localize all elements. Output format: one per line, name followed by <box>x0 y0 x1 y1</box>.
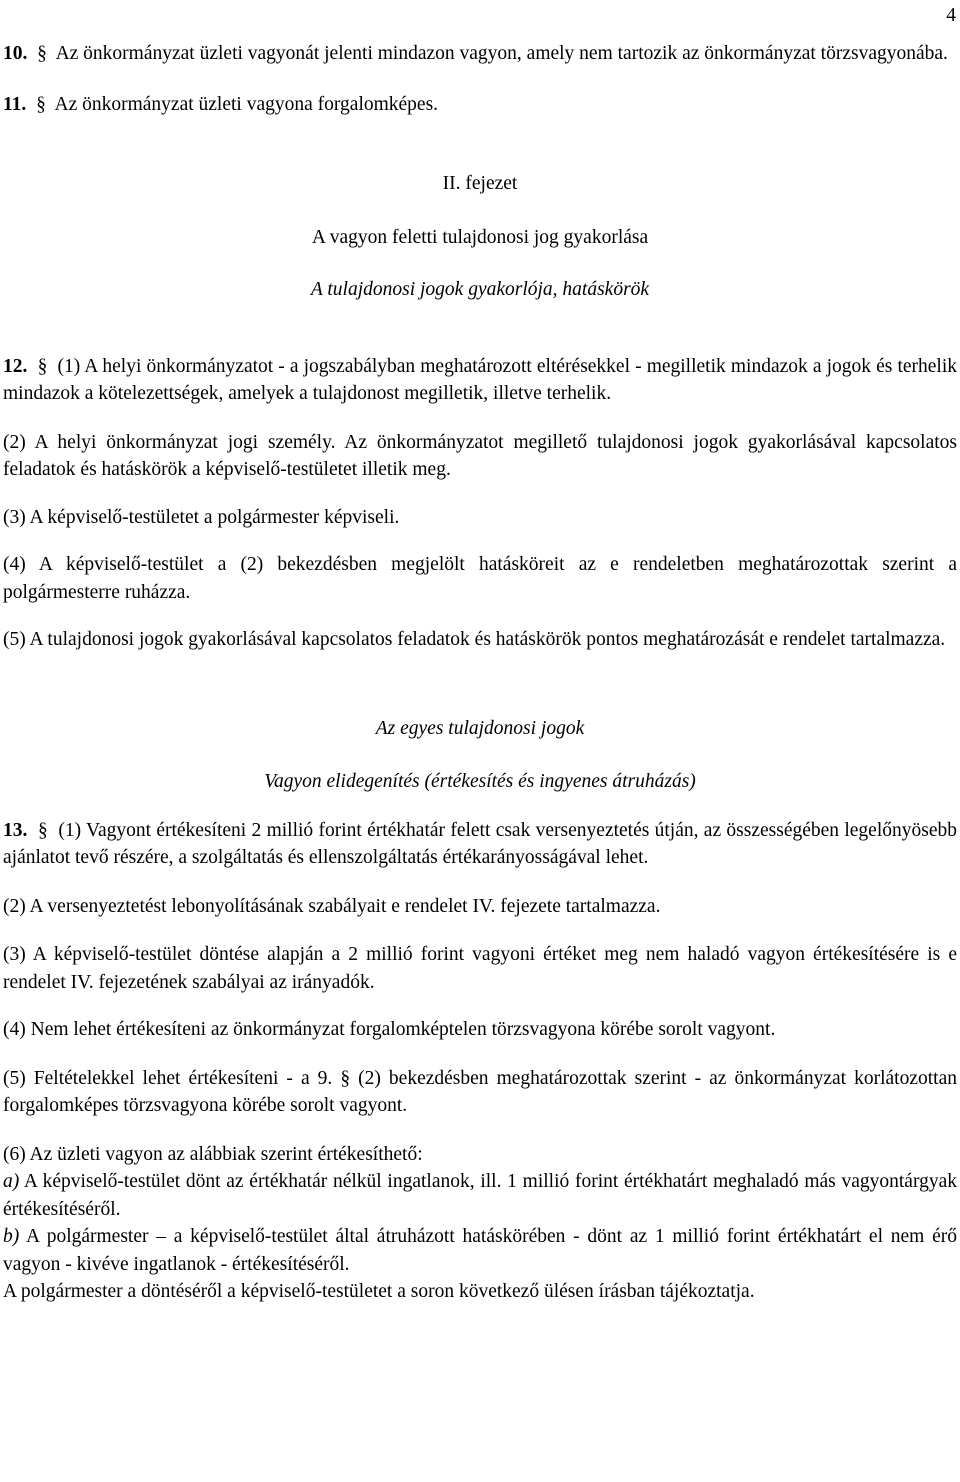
section-12-paragraph-5: (5) A tulajdonosi jogok gyakorlásával kapcsolatos feladatok és hatáskörök pontos meghatározását e rendelet tartalmazza. <box>3 629 946 650</box>
section-text: Az önkormányzat üzleti vagyonát jelenti mindazon vagyon, amely nem tartozik az önkormányzat törzsvagyonába. <box>55 43 948 64</box>
page-number: 4 <box>946 5 956 26</box>
section-sign: § <box>36 93 46 115</box>
paragraph-text: (1) A helyi önkormányzatot - a jogszabályban meghatározott eltérésekkel - megilletik mindazok a jogok és terhelik mindazok a kötelezettségek, amelyek a tulajdonost megilletik, illetve terhelik. <box>3 355 958 404</box>
section-13-paragraph-1 <box>3 817 957 872</box>
closing-sentence: A polgármester a döntéséről a képviselő-testületet a soron következő ülésen írásban tájékoztatja. <box>3 1281 755 1302</box>
section-number: 11. <box>3 93 27 115</box>
chapter-label: II. fejezet <box>442 173 518 194</box>
list-label: a) <box>3 1171 20 1192</box>
section-number: 12. <box>3 355 28 377</box>
section-12-paragraph-4: (4) A képviselő-testület a (2) bekezdésben megjelölt hatásköreit az e rendeletben meghatározottak szerint a polgármesterre ruházza. <box>3 554 957 603</box>
section-sign: § <box>37 43 47 64</box>
list-item-a <box>3 1168 957 1223</box>
list-label: b) <box>3 1226 20 1247</box>
section-sign: § <box>37 819 48 841</box>
section-text: Az önkormányzat üzleti vagyona forgalomképes. <box>54 93 439 115</box>
section-number: 10. <box>3 43 28 64</box>
section-12-paragraph-2: (2) A helyi önkormányzat jogi személy. Az önkormányzatot megillető tulajdonosi jogok gyakorlásával kapcsolatos feladatok és hatáskörök a képviselő-testületet illetik meg. <box>3 431 957 480</box>
heading-tulajdonosi-jogok: Az egyes tulajdonosi jogok <box>375 717 585 739</box>
list-item-b <box>3 1223 957 1278</box>
list-text: A képviselő-testület dönt az értékhatár nélkül ingatlanok, ill. 1 millió forint értékhatárt meghaladó más vagyontárgyak értékesítéséről. <box>3 1171 957 1220</box>
section-number: 13. <box>3 819 28 841</box>
section-13-paragraph-2: (2) A versenyeztetést lebonyolításának szabályait e rendelet IV. fejezete tartalmazza. <box>3 895 661 917</box>
section-sign: § <box>37 355 48 377</box>
paragraph-text: (1) Vagyont értékesíteni 2 millió forint értékhatár felett csak versenyeztetés útján, az összességében legelőnyösebb ajánlatot tevő részére, a szolgáltatás és ellenszolgáltatás értékarányosságával lehet. <box>3 819 957 868</box>
section-13-paragraph-6: (6) Az üzleti vagyon az alábbiak szerint értékesíthető: <box>3 1143 423 1165</box>
section-12-paragraph-1 <box>3 353 957 408</box>
section-11 <box>3 91 957 119</box>
section-12-paragraph-3: (3) A képviselő-testületet a polgármester képviseli. <box>3 506 400 528</box>
section-13-paragraph-3: (3) A képviselő-testület döntése alapján a 2 millió forint vagyoni értéket meg nem haladó vagyon értékesítésére is e rendelet IV. fejezetének szabályai az irányadók. <box>3 944 957 993</box>
section-10 <box>3 40 957 68</box>
chapter-title: A vagyon feletti tulajdonosi jog gyakorlása <box>311 226 649 248</box>
section-13-paragraph-5: (5) Feltételekkel lehet értékesíteni - a 9. § (2) bekezdésben meghatározottak szerint - az önkormányzat korlátozottan forgalomképes törzsvagyona körébe sorolt vagyont. <box>3 1067 957 1116</box>
chapter-subtitle: A tulajdonosi jogok gyakorlója, hatáskörök <box>310 279 650 300</box>
document-body <box>3 0 957 1306</box>
heading-vagyon-elidegenites: Vagyon elidegenítés (értékesítés és ingyenes átruházás) <box>264 771 696 792</box>
section-13-paragraph-4: (4) Nem lehet értékesíteni az önkormányzat forgalomképtelen törzsvagyona körébe sorolt vagyont. <box>3 1019 776 1040</box>
list-text: A polgármester – a képviselő-testület által átruházott hatáskörében - dönt az 1 millió forint értékhatárt el nem érő vagyon - kivéve ingatlanok - értékesítéséről. <box>3 1226 957 1275</box>
